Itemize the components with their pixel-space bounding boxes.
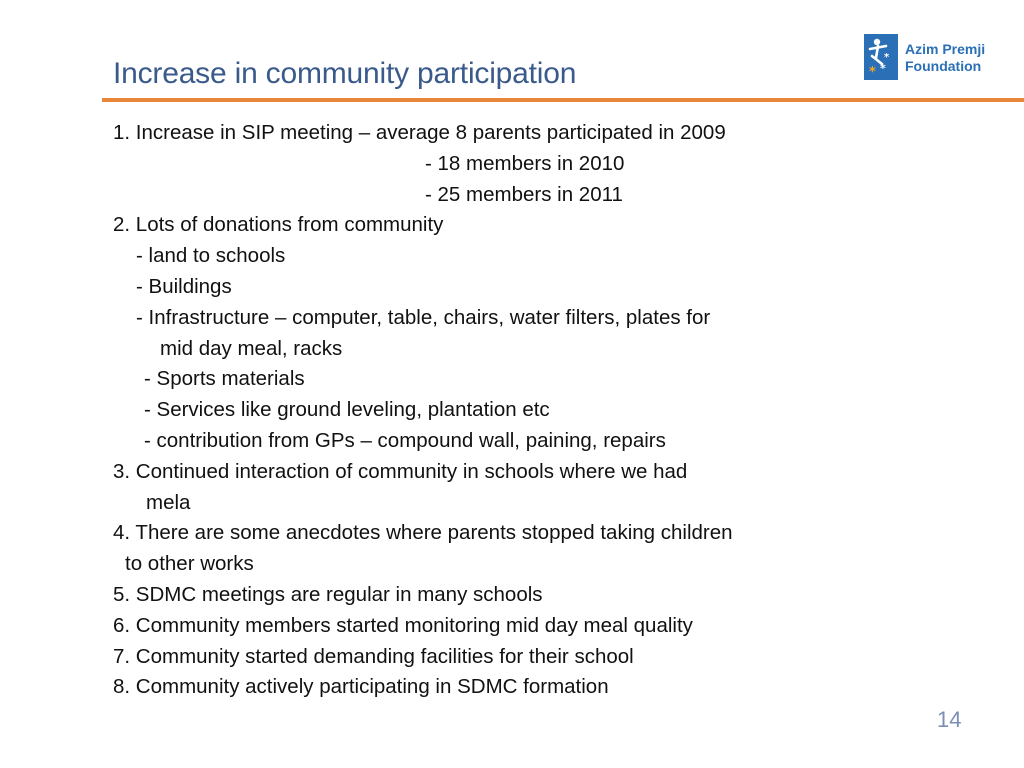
page-number: 14	[937, 707, 962, 732]
body-line: - Sports materials	[144, 367, 305, 391]
logo-mark-icon	[864, 34, 898, 80]
body-line: mela	[146, 490, 191, 514]
svg-text:*: *	[884, 52, 890, 63]
body-line: 8. Community actively participating in SDMC formation	[113, 675, 609, 699]
body-line: 7. Community started demanding facilities for their school	[113, 644, 634, 668]
body-line: - 18 members in 2010	[425, 151, 625, 175]
logo-text-line1: Azim Premji	[905, 41, 986, 57]
body-line: 3. Continued interaction of community in schools where we had	[113, 459, 688, 483]
body-line: - 25 members in 2011	[425, 182, 623, 206]
body-line: 6. Community members started monitoring mid day meal quality	[113, 613, 693, 637]
body-line: - Services like ground leveling, plantation etc	[144, 398, 550, 422]
title-divider	[102, 98, 1024, 102]
slide-body	[113, 118, 993, 703]
body-line: - Infrastructure – computer, table, chairs, water filters, plates for	[136, 305, 711, 329]
body-line: 5. SDMC meetings are regular in many schools	[113, 582, 543, 606]
body-line: 2. Lots of donations from community	[113, 213, 444, 237]
foundation-logo	[864, 34, 994, 84]
svg-text:*: *	[880, 62, 886, 75]
body-line: mid day meal, racks	[160, 336, 343, 360]
body-line: - contribution from GPs – compound wall, paining, repairs	[144, 428, 666, 452]
slide-title: Increase in community participation	[113, 57, 577, 90]
body-line: - land to schools	[136, 244, 286, 268]
logo-text-line2: Foundation	[905, 58, 982, 74]
svg-text:*: *	[869, 65, 876, 80]
body-line: - Buildings	[136, 274, 232, 298]
body-line: to other works	[125, 552, 254, 576]
body-line: 4. There are some anecdotes where parents stopped taking children	[113, 521, 733, 545]
body-line: 1. Increase in SIP meeting – average 8 parents participated in 2009	[113, 121, 726, 144]
